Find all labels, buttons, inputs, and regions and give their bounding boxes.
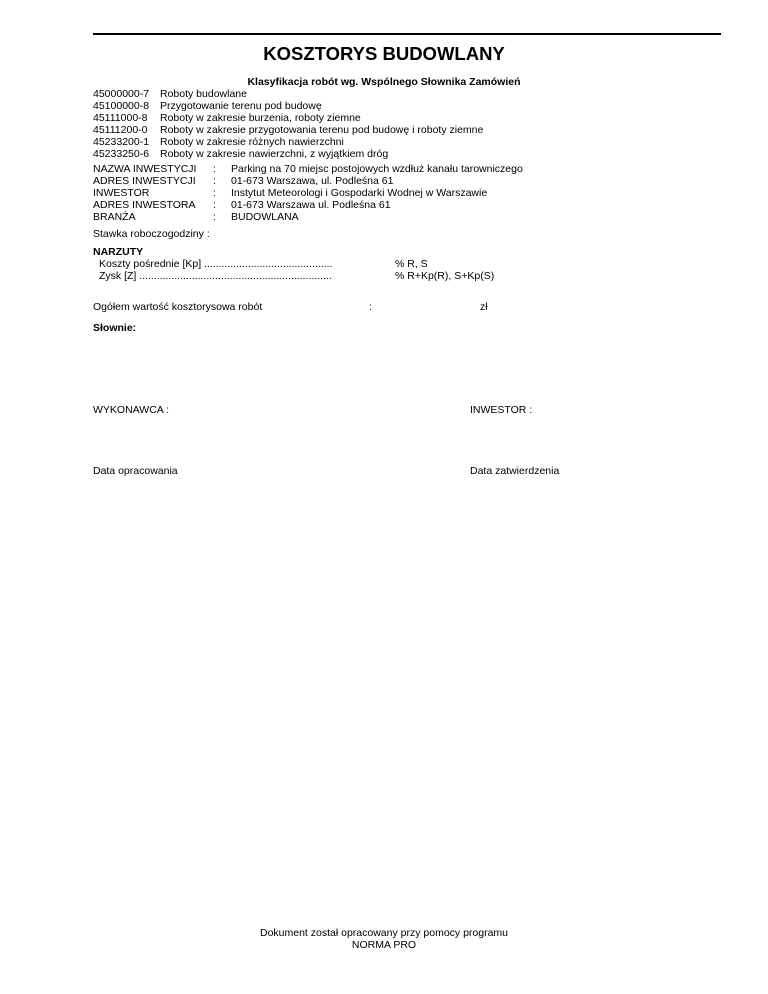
total-label: Ogółem wartość kosztorysowa robót — [93, 301, 263, 313]
field-colon: : — [213, 187, 216, 199]
field-colon: : — [213, 199, 216, 211]
cpv-code: 45000000-7 — [93, 88, 150, 100]
classification-row — [93, 148, 483, 160]
prepared-date-label: Data opracowania — [93, 465, 178, 477]
markup-row — [99, 270, 494, 282]
classification-row — [93, 112, 483, 124]
currency-unit: zł — [480, 301, 488, 313]
classification-list — [93, 88, 483, 160]
cpv-code: 45100000-8 — [93, 100, 150, 112]
investment-row — [93, 163, 523, 175]
markup-basis: % R+Kp(R), S+Kp(S) — [395, 270, 495, 282]
classification-row — [93, 100, 483, 112]
total-value-row — [93, 301, 513, 313]
cpv-description: Roboty w zakresie różnych nawierzchni — [160, 136, 344, 148]
field-label: INWESTOR — [93, 187, 150, 199]
footer — [0, 927, 768, 951]
markup-row — [99, 258, 494, 270]
in-words-label: Słownie: — [93, 322, 137, 334]
cpv-description: Roboty w zakresie burzenia, roboty ziemne — [160, 112, 361, 124]
investment-details — [93, 163, 523, 223]
top-rule — [93, 33, 721, 35]
investment-row — [93, 187, 523, 199]
cpv-description: Roboty w zakresie przygotowania terenu pod budowę i roboty ziemne — [160, 124, 484, 136]
investment-row — [93, 175, 523, 187]
footer-program-name: NORMA PRO — [351, 939, 417, 951]
markup-name: Koszty pośrednie [Kp] ............................................ — [99, 258, 333, 270]
investment-row — [93, 199, 523, 211]
markup-name: Zysk [Z] .................................................................. — [99, 270, 332, 282]
field-value: BUDOWLANA — [231, 211, 299, 223]
field-value: 01-673 Warszawa, ul. Podleśna 61 — [231, 175, 394, 187]
field-value: Instytut Meteorologi i Gospodarki Wodnej w Warszawie — [231, 187, 488, 199]
cpv-code: 45111000-8 — [93, 112, 148, 124]
contractor-label: WYKONAWCA : — [93, 404, 170, 416]
field-value: Parking na 70 miejsc postojowych wzdłuż kanału tarowniczego — [231, 163, 523, 175]
investment-row — [93, 211, 523, 223]
field-colon: : — [213, 175, 216, 187]
field-value: 01-673 Warszawa ul. Podleśna 61 — [231, 199, 391, 211]
total-colon: : — [369, 301, 372, 313]
classification-heading: Klasyfikacja robót wg. Wspólnego Słownika Zamówień — [247, 76, 521, 88]
field-label: NAZWA INWESTYCJI — [93, 163, 197, 175]
approval-date-label: Data zatwierdzenia — [470, 465, 560, 477]
classification-row — [93, 88, 483, 100]
classification-row — [93, 136, 483, 148]
cpv-code: 45233200-1 — [93, 136, 150, 148]
markup-basis: % R, S — [395, 258, 428, 270]
field-colon: : — [213, 163, 216, 175]
cpv-description: Roboty budowlane — [160, 88, 247, 100]
cpv-description: Roboty w zakresie nawierzchni, z wyjątkiem dróg — [160, 148, 389, 160]
cpv-description: Przygotowanie terenu pod budowę — [160, 100, 322, 112]
field-label: ADRES INWESTORA — [93, 199, 196, 211]
field-label: ADRES INWESTYCJI — [93, 175, 196, 187]
investor-label: INWESTOR : — [470, 404, 533, 416]
field-colon: : — [213, 211, 216, 223]
markups-heading: NARZUTY — [93, 246, 144, 258]
labor-rate-label: Stawka roboczogodziny : — [93, 228, 210, 240]
document-title: KOSZTORYS BUDOWLANY — [263, 43, 505, 64]
footer-line: Dokument został opracowany przy pomocy programu — [259, 927, 509, 939]
markups-list — [99, 258, 494, 282]
field-label: BRANŻA — [93, 211, 136, 223]
cpv-code: 45233250-6 — [93, 148, 150, 160]
cpv-code: 45111200-0 — [93, 124, 148, 136]
classification-row — [93, 124, 483, 136]
